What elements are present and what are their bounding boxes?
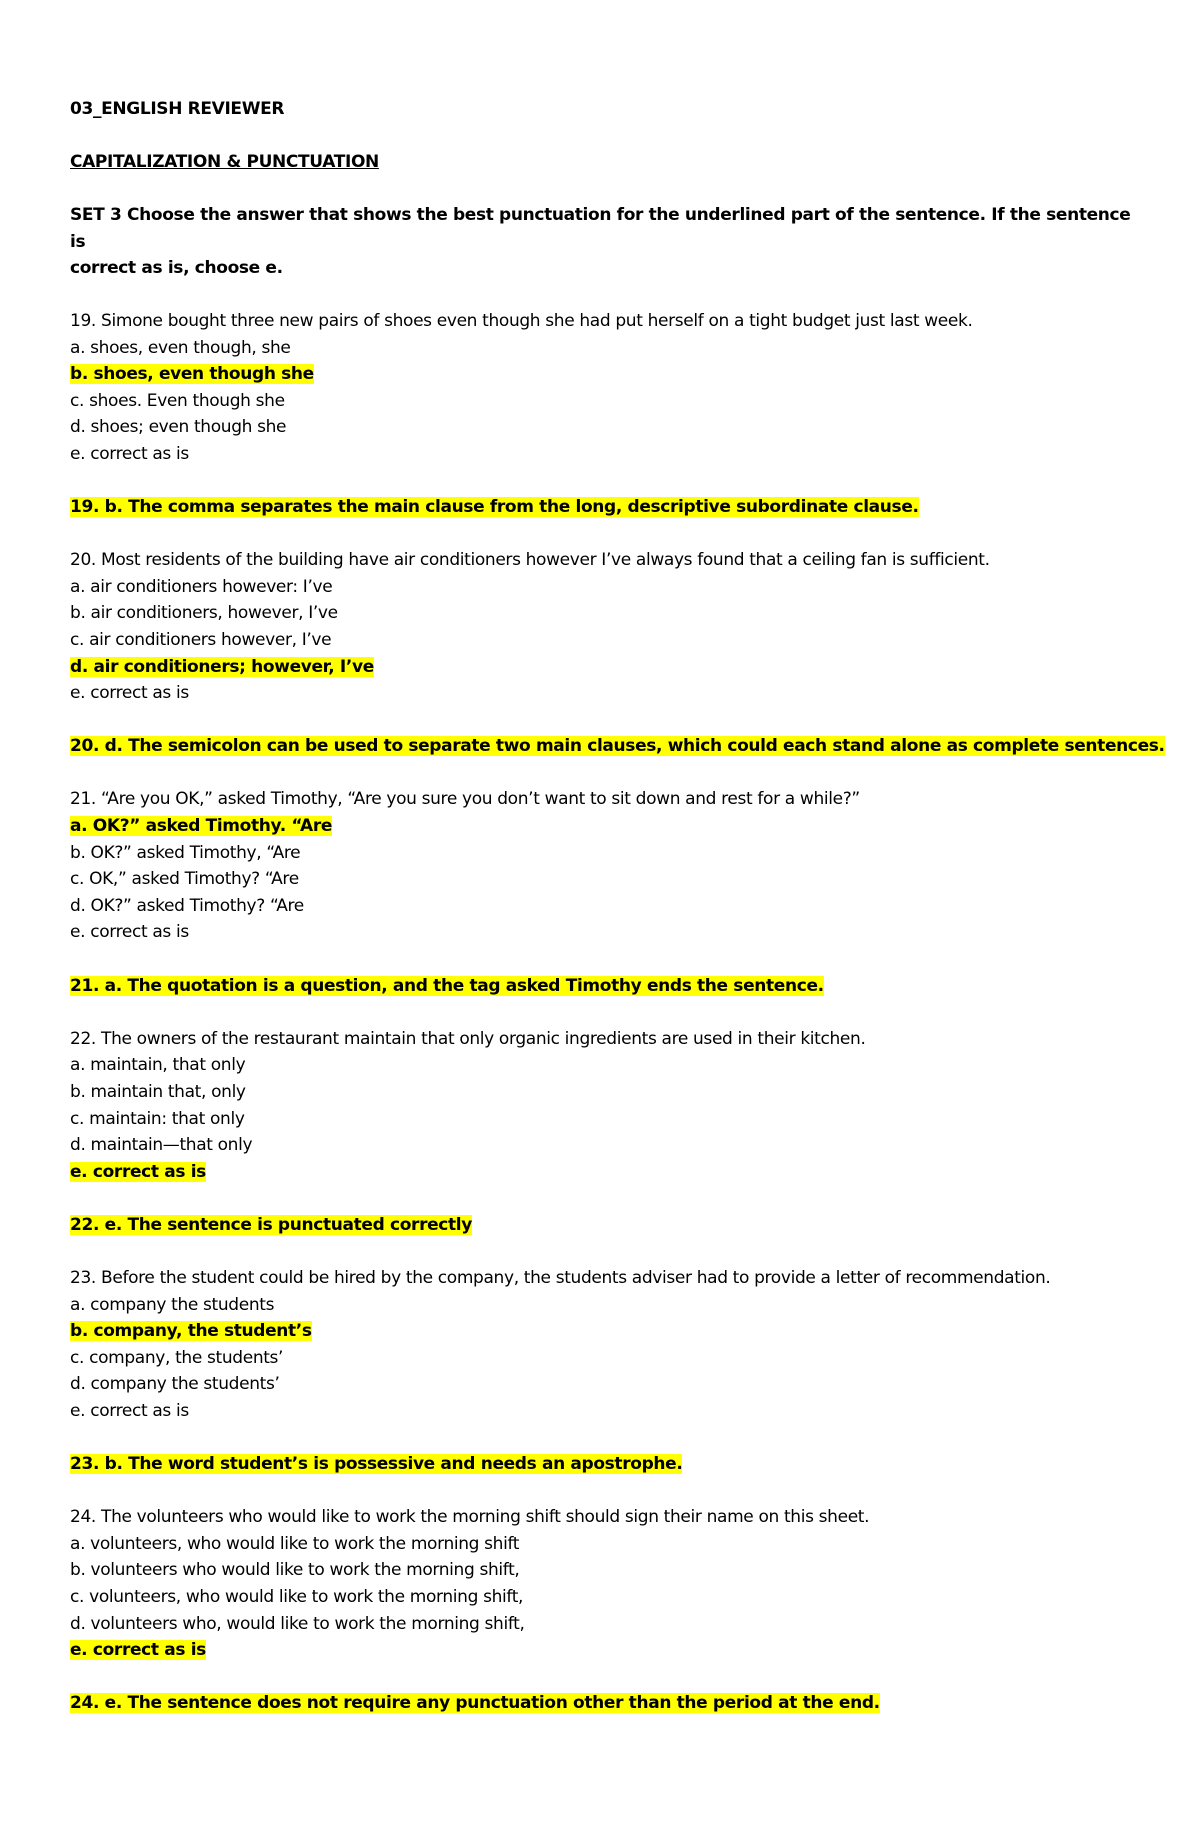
answer-option-text: a. volunteers, who would like to work the morning shift: [70, 1533, 520, 1554]
answer-option: [70, 627, 1150, 654]
spacer: [70, 1425, 1150, 1452]
answer-explanation: [70, 973, 1150, 1000]
answer-option: [70, 1557, 1150, 1584]
question-list: [70, 308, 1165, 1717]
correct-answer-option: a. OK?” asked Timothy. “Are: [70, 816, 333, 837]
answer-option: [70, 1132, 1150, 1159]
correct-answer-option: e. correct as is: [70, 1640, 206, 1661]
answer-option-text: c. shoes. Even though she: [70, 390, 285, 411]
instructions-line-2: correct as is, choose e.: [70, 258, 283, 279]
answer-option: [70, 361, 1150, 388]
answer-option: [70, 441, 1150, 468]
instructions-line-1: SET 3 Choose the answer that shows the best punctuation for the underlined part of the sentence. If the sentence is: [70, 205, 1131, 252]
correct-answer-option: e. correct as is: [70, 1161, 206, 1182]
answer-option: [70, 1611, 1150, 1638]
correct-answer-option: b. company, the student’s: [70, 1321, 312, 1342]
answer-option: [70, 1584, 1150, 1611]
answer-option-text: a. company the students: [70, 1294, 275, 1315]
answer-explanation: [70, 494, 1150, 521]
answer-explanation: [70, 733, 1165, 760]
question-stem: 23. Before the student could be hired by the company, the students adviser had to provide a letter of recommendation.: [70, 1267, 1051, 1288]
answer-option-text: d. OK?” asked Timothy? “Are: [70, 895, 304, 916]
spacer: [70, 1664, 1150, 1691]
answer-option: [70, 893, 1150, 920]
answer-option: [70, 1052, 1150, 1079]
question-block: [70, 1265, 1150, 1478]
question-stem: 24. The volunteers who would like to work the morning shift should sign their name on this sheet.: [70, 1507, 870, 1528]
answer-option-text: d. shoes; even though she: [70, 417, 287, 438]
answer-option: [70, 654, 1150, 681]
answer-option-text: d. company the students’: [70, 1374, 280, 1395]
correct-answer-option: d. air conditioners; however, I’ve: [70, 656, 374, 677]
answer-option: [70, 414, 1150, 441]
question-block: [70, 547, 1165, 760]
answer-option-text: d. maintain—that only: [70, 1135, 253, 1156]
answer-option: [70, 335, 1150, 362]
answer-option: [70, 1318, 1150, 1345]
answer-option-text: e. correct as is: [70, 443, 189, 464]
answer-option-text: c. OK,” asked Timothy? “Are: [70, 869, 299, 890]
answer-option-text: c. air conditioners however, I’ve: [70, 630, 332, 650]
question-stem: 19. Simone bought three new pairs of shoes even though she had put herself on a tight budget just last week.: [70, 310, 973, 331]
question-stem: 20. Most residents of the building have air conditioners however I’ve always found that a ceiling fan is sufficient.: [70, 550, 990, 571]
document-page: [70, 96, 1165, 1743]
question-block: [70, 786, 1150, 999]
answer-option-text: c. maintain: that only: [70, 1108, 245, 1129]
answer-option-text: b. maintain that, only: [70, 1081, 246, 1102]
answer-option: [70, 1531, 1150, 1558]
answer-option: [70, 1159, 1150, 1186]
answer-option-text: a. air conditioners however: I’ve: [70, 576, 333, 597]
answer-option-text: c. company, the students’: [70, 1347, 284, 1368]
explanation-text: 20. d. The semicolon can be used to separate two main clauses, which could each stand alone as complete sentences.: [70, 736, 1165, 757]
explanation-text: 24. e. The sentence does not require any punctuation other than the period at the end.: [70, 1693, 880, 1714]
spacer: [70, 707, 1150, 734]
answer-option: [70, 574, 1150, 601]
explanation-text: 21. a. The quotation is a question, and the tag asked Timothy ends the sentence.: [70, 975, 824, 996]
question-block: [70, 1504, 1150, 1717]
section-heading: CAPITALIZATION & PUNCTUATION: [70, 151, 379, 172]
explanation-text: 22. e. The sentence is punctuated correctly: [70, 1214, 472, 1235]
answer-option-text: a. shoes, even though, she: [70, 337, 291, 358]
spacer: [70, 1185, 1150, 1212]
question-block: [70, 308, 1150, 521]
answer-option-text: c. volunteers, who would like to work the morning shift,: [70, 1587, 524, 1607]
answer-option-text: e. correct as is: [70, 922, 189, 943]
answer-option-text: e. correct as is: [70, 683, 189, 704]
answer-option: [70, 1398, 1150, 1425]
answer-option: [70, 919, 1150, 946]
answer-option-text: b. volunteers who would like to work the morning shift,: [70, 1560, 520, 1581]
correct-answer-option: b. shoes, even though she: [70, 364, 314, 385]
answer-option: [70, 1106, 1150, 1133]
answer-option: [70, 813, 1150, 840]
answer-explanation: [70, 1690, 1150, 1717]
answer-option-text: b. OK?” asked Timothy, “Are: [70, 842, 301, 863]
question-block: [70, 1026, 1150, 1239]
answer-option: [70, 388, 1150, 415]
answer-option-text: d. volunteers who, would like to work the morning shift,: [70, 1613, 525, 1634]
answer-option: [70, 1292, 1150, 1319]
answer-option: [70, 1345, 1150, 1372]
answer-option-text: e. correct as is: [70, 1400, 189, 1421]
document-title: 03_ENGLISH REVIEWER: [70, 99, 285, 119]
spacer: [70, 468, 1150, 495]
answer-option-text: b. air conditioners, however, I’ve: [70, 603, 338, 624]
answer-explanation: [70, 1451, 1150, 1478]
answer-option: [70, 840, 1150, 867]
answer-option: [70, 1079, 1150, 1106]
answer-option: [70, 866, 1150, 893]
question-stem: 22. The owners of the restaurant maintain that only organic ingredients are used in their kitchen.: [70, 1028, 866, 1049]
question-stem: 21. “Are you OK,” asked Timothy, “Are you sure you don’t want to sit down and rest for a while?”: [70, 789, 860, 810]
answer-option: [70, 680, 1150, 707]
answer-explanation: [70, 1212, 1150, 1239]
explanation-text: 23. b. The word student’s is possessive and needs an apostrophe.: [70, 1454, 683, 1475]
instructions: [70, 202, 1150, 282]
answer-option: [70, 1371, 1150, 1398]
answer-option-text: a. maintain, that only: [70, 1055, 246, 1076]
spacer: [70, 946, 1150, 973]
answer-option: [70, 600, 1150, 627]
answer-option: [70, 1637, 1150, 1664]
explanation-text: 19. b. The comma separates the main clause from the long, descriptive subordinate clause.: [70, 497, 919, 518]
